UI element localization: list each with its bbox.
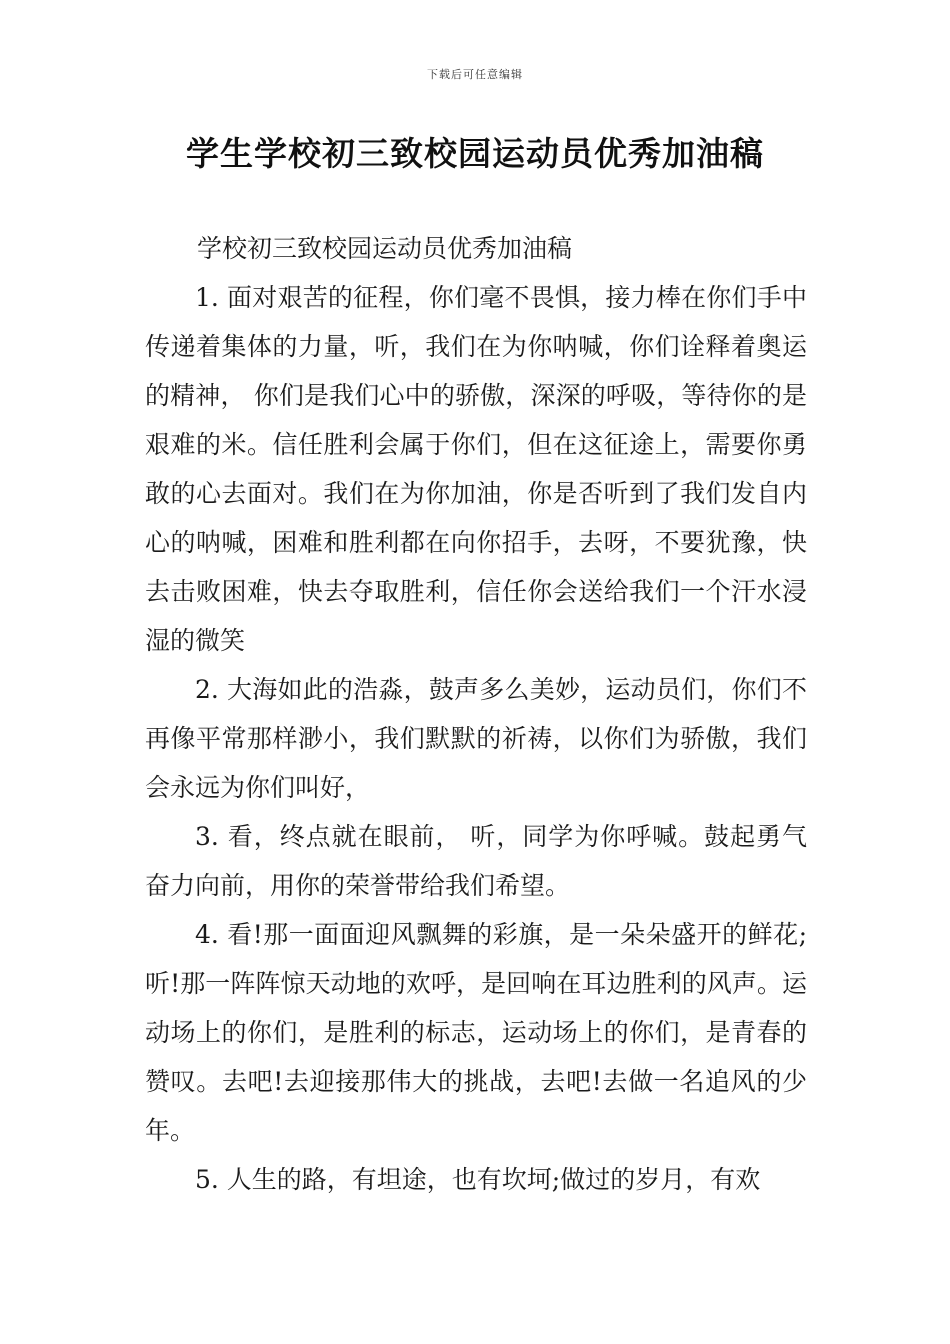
paragraph-1: 1. 面对艰苦的征程，你们毫不畏惧，接力棒在你们手中传递着集体的力量，听，我们在为你呐喊，你们诠释着奥运的精神， 你们是我们心中的骄傲，深深的呼吸，等待你的是艰难的米。信任胜利会属于你们，但在这征途上，需要你勇敢的心去面对。我们在为你加油，你是否听到了我们发自内心的呐喊，困难和胜利都在向你招手，去呀，不要犹豫，快去击败困难，快去夺取胜利，信任你会送给我们一个汗水浸湿的微笑 bbox=[145, 283, 807, 655]
document-title: 学生学校初三致校园运动员优秀加油稿 bbox=[186, 134, 764, 173]
paragraph-3: 3. 看，终点就在眼前， 听，同学为你呼喊。鼓起勇气奋力向前，用你的荣誉带给我们希望。 bbox=[145, 822, 807, 900]
paragraph-5: 5. 人生的路，有坦途，也有坎坷;做过的岁月，有欢 bbox=[195, 1165, 761, 1194]
paragraph-2: 2. 大海如此的浩淼，鼓声多么美妙，运动员们，你们不再像平常那样渺小，我们默默的祈祷，以你们为骄傲，我们会永远为你们叫好， bbox=[145, 675, 807, 802]
document-body bbox=[145, 224, 807, 1204]
paragraph-4: 4. 看!那一面面迎风飘舞的彩旗，是一朵朵盛开的鲜花;听!那一阵阵惊天动地的欢呼，是回响在耳边胜利的风声。运动场上的你们，是胜利的标志，运动场上的你们，是青春的赞叹。去吧!去迎接那伟大的挑战，去吧!去做一名追风的少年。 bbox=[145, 920, 807, 1145]
document-subtitle: 学校初三致校园运动员优秀加油稿 bbox=[197, 234, 573, 263]
header-note: 下载后可任意编辑 bbox=[427, 68, 523, 81]
